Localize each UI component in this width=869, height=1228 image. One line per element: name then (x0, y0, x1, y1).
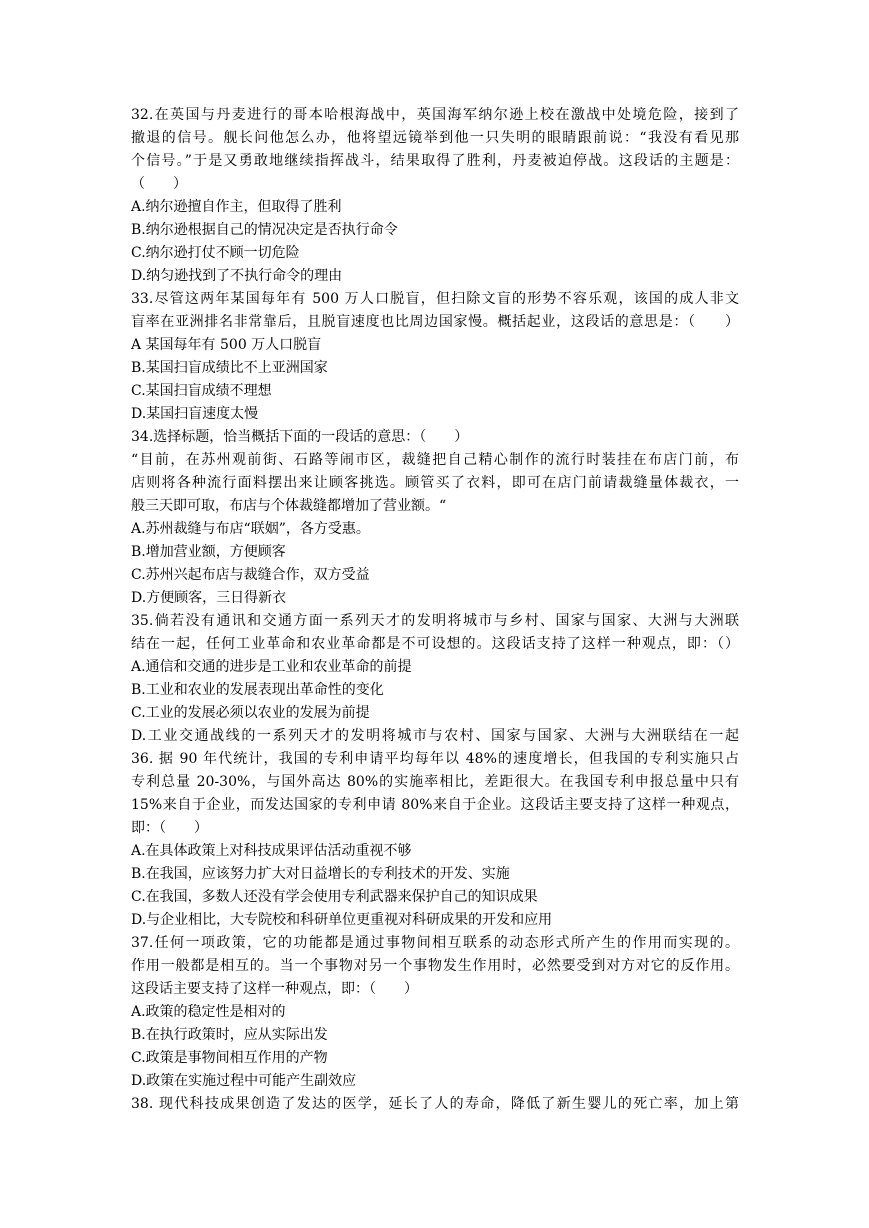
answer-option-b: B.增加营业额，方便顾客 (131, 544, 286, 560)
answer-option-c: C.纳尔逊打仗不顾一切危险 (131, 245, 300, 261)
question-stem-line: 37.任何一项政策，它的功能都是通过事物间相互联系的动态形式所产生的作用而实现的。 (131, 935, 739, 951)
answer-option-c: C.政策是事物间相互作用的产物 (131, 1050, 328, 1066)
answer-option-a: A.政策的稳定性是相对的 (131, 1004, 286, 1020)
question-stem-line: 15%来自于企业，而发达国家的专利申请 80%来自于企业。这段话主要支持了这样一种观点， (131, 797, 739, 813)
question-38 (131, 1093, 739, 1116)
answer-option-b: B.在我国，应该努力扩大对日益增长的专利技术的开发、实施 (131, 866, 510, 882)
quoted-passage-line: “目前，在苏州观前街、石路等闹市区，裁缝把自己精心制作的流行时装挂在布店门前，布 (131, 452, 739, 468)
question-stem-line: 38. 现代科技成果创造了发达的医学，延长了人的寿命，降低了新生婴儿的死亡率，加上第 (131, 1096, 739, 1112)
question-stem-line: 结在一起，任何工业革命和农业革命都是不可设想的。这段话支持了这样一种观点，即：（） (131, 636, 739, 652)
question-list (131, 104, 739, 1116)
answer-option-b: B.在执行政策时，应从实际出发 (131, 1027, 328, 1043)
answer-option-c: C.某国扫盲成绩不理想 (131, 383, 272, 399)
answer-option-a: A.通信和交通的进步是工业和农业革命的前提 (131, 659, 412, 675)
question-stem-line: 专利总量 20-30%，与国外高达 80%的实施率相比，差距很大。在我国专利申报总量中只有 (131, 774, 739, 790)
answer-option-b: B.工业和农业的发展表现出革命性的变化 (131, 682, 384, 698)
question-35 (131, 610, 739, 748)
answer-option-a: A.在具体政策上对科技成果评估活动重视不够 (131, 843, 412, 859)
answer-option-a: A.苏州裁缝与布店“联姻”，各方受惠。 (131, 521, 370, 537)
quoted-passage-line: 般三天即可取，布店与个体裁缝都增加了营业额。“ (131, 498, 447, 514)
question-stem-line: （ ） (131, 176, 187, 192)
answer-option-b: B.某国扫盲成绩比不上亚洲国家 (131, 360, 328, 376)
question-36 (131, 748, 739, 932)
answer-option-d: D.工业交通战线的一系列天才的发明将城市与农村、国家与国家、大洲与大洲联结在一起 (131, 728, 739, 744)
question-stem-line: 33.尽管这两年某国每年有 500 万人口脱盲，但扫除文盲的形势不容乐观，该国的成人非文 (131, 291, 739, 307)
question-stem-line: 这段话主要支持了这样一种观点，即：（ ） (131, 981, 418, 997)
answer-option-a: A 某国每年有 500 万人口脱盲 (131, 337, 322, 353)
quoted-passage-line: 店则将各种流行面料摆出来让顾客挑选。顾管买了衣料，即可在店门前请裁缝量体裁衣，一 (131, 475, 739, 491)
question-32 (131, 104, 739, 288)
question-stem-line: 32.在英国与丹麦进行的哥本哈根海战中，英国海军纳尔逊上校在激战中处境危险，接到了 (131, 107, 739, 123)
question-stem-line: 36. 据 90 年代统计，我国的专利申请平均每年以 48%的速度增长，但我国的专利实施只占 (131, 751, 739, 767)
answer-option-c: C.苏州兴起布店与裁缝合作，双方受益 (131, 567, 370, 583)
answer-option-d: D.政策在实施过程中可能产生副效应 (131, 1073, 357, 1089)
answer-option-d: D.某国扫盲速度太慢 (131, 406, 259, 422)
question-stem-line: 作用一般都是相互的。当一个事物对另一个事物发生作用时，必然要受到对方对它的反作用。 (131, 958, 739, 974)
question-stem-line: 35.倘若没有通讯和交通方面一系列天才的发明将城市与乡村、国家与国家、大洲与大洲联 (131, 613, 739, 629)
question-stem-line: 盲率在亚洲排名非常靠后，且脱盲速度也比周边国家慢。概括起业，这段话的意思是：（ ） (131, 314, 739, 330)
question-33 (131, 288, 739, 426)
answer-option-a: A.纳尔逊擅自作主，但取得了胜利 (131, 199, 342, 215)
question-stem-line: 撤退的信号。舰长问他怎么办，他将望远镜举到他一只失明的眼睛跟前说：“我没有看见那 (131, 130, 739, 146)
question-stem-line: 个信号。”于是又勇敢地继续指挥战斗，结果取得了胜利，丹麦被迫停战。这段话的主题是： (131, 153, 739, 169)
question-stem-line: 即：（ ） (131, 820, 208, 836)
answer-option-c: C.在我国，多数人还没有学会使用专利武器来保护自己的知识成果 (131, 889, 538, 905)
answer-option-d: D.与企业相比，大专院校和科研单位更重视对科研成果的开发和应用 (131, 912, 553, 928)
question-37 (131, 932, 739, 1093)
answer-option-d: D.纳匀逊找到了不执行命令的理由 (131, 268, 343, 284)
answer-option-b: B.纳尔逊根据自己的情况决定是否执行命令 (131, 222, 398, 238)
answer-option-d: D.方便顾客，三日得新衣 (131, 590, 287, 606)
question-34 (131, 426, 739, 610)
question-stem-line: 34.选择标题，恰当概括下面的一段话的意思：（ ） (131, 429, 469, 445)
answer-option-c: C.工业的发展必须以农业的发展为前提 (131, 705, 370, 721)
